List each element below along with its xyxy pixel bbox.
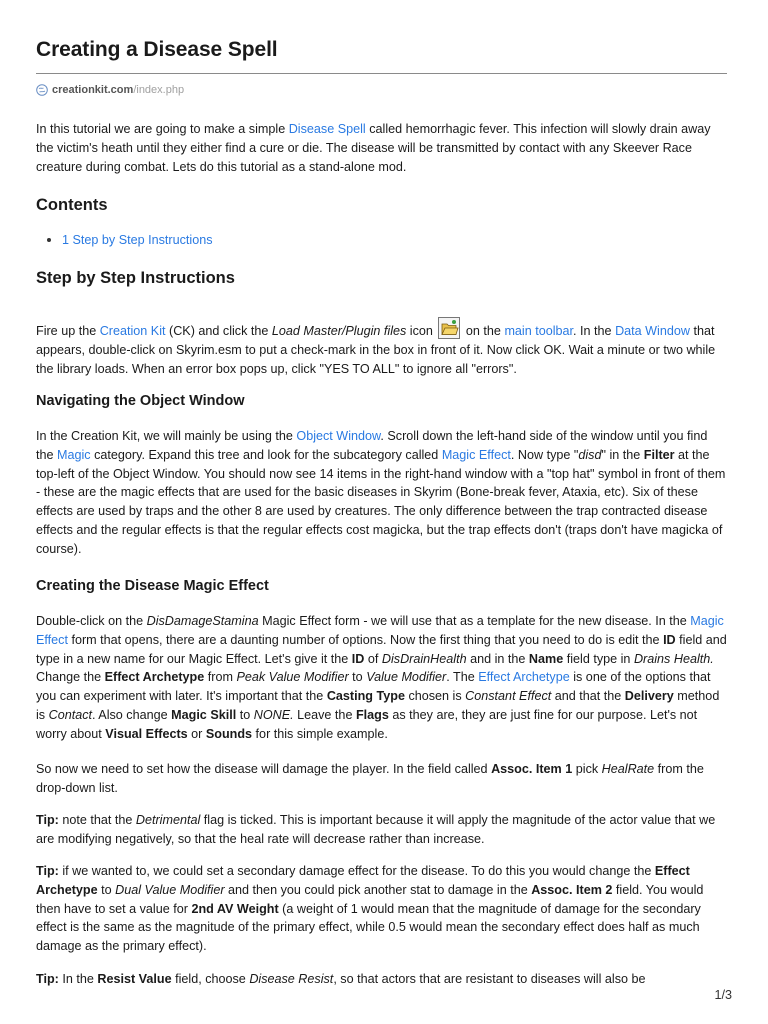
title-divider — [36, 73, 727, 74]
magic-effect-form-link[interactable]: Magic Effect — [36, 614, 724, 647]
effect-archetype-link[interactable]: Effect Archetype — [478, 670, 570, 685]
section-heading-step-by-step: Step by Step Instructions — [36, 269, 235, 287]
object-window-link[interactable]: Object Window — [296, 429, 381, 443]
tip-detrimental: Tip: note that the Detrimental flag is ticked. This is important because it will apply the magnitude of the actor value that we are modifying negatively, so that the heal rate will decrease rather than increase. — [36, 813, 716, 846]
disease-spell-link[interactable]: Disease Spell — [288, 122, 366, 136]
toc-link-step-by-step[interactable]: 1 Step by Step Instructions — [62, 233, 213, 247]
section-heading-navigating: Navigating the Object Window — [36, 393, 245, 409]
step-paragraph: Fire up the Creation Kit (CK) and click the Load Master/Plugin files icon on the main toolbar. In the Data Window that appears, double-click on Skyrim.esm to put a check-mark in the box in front of it. Now click OK. Wait a minute or two while the library loads. When an error box pops up, click "YES TO ALL" to ignore all "errors". — [36, 317, 727, 378]
page-number: 1/3 — [714, 988, 732, 1002]
contents-heading: Contents — [36, 196, 108, 214]
main-toolbar-link[interactable]: main toolbar — [504, 324, 574, 338]
page-title: Creating a Disease Spell — [36, 38, 278, 61]
creation-kit-link[interactable]: Creation Kit — [99, 324, 166, 338]
load-files-icon — [438, 317, 460, 339]
tip-secondary-damage: Tip: if we wanted to, we could set a secondary damage effect for the disease. To do this you would change the Effect Archetype to Dual Value Modifier and then you could pick another stat to damage in the Assoc. Item 2 field. You would then have to set a value for 2nd AV Weight (a weight of 1 would mean that the magnitude of damage for the secondary effect is the same as the magnitude of the primary effect, while 0.5 would mean the secondary effect does half as much damage as the primary effect). — [36, 864, 704, 954]
data-window-link[interactable]: Data Window — [615, 324, 690, 338]
section-heading-creating-effect: Creating the Disease Magic Effect — [36, 578, 269, 594]
globe-icon — [36, 84, 48, 96]
tip-resist-value: Tip: In the Resist Value field, choose Disease Resist, so that actors that are resistant to diseases will also be — [36, 972, 646, 986]
toc-item[interactable] — [36, 231, 213, 249]
source-line[interactable] — [36, 84, 184, 96]
magic-link[interactable]: Magic — [57, 447, 91, 462]
creating-effect-paragraph: Double-click on the DisDamageStamina Magic Effect form - we will use that as a template for the new disease. In the Magic Effect form that opens, there are a daunting number of options. Now the first thing that you need to do is edit the ID field and type in a new name for our Magic Effect. Let's give it the ID of DisDrainHealth and in the Name field type in Drains Health. Change the Effect Archetype from Peak Value Modifier to Value Modifier. The Effect Archetype is one of the options that you can experiment with later. It's important that the Casting Type chosen is Constant Effect and that the Delivery method is Contact. Also change Magic Skill to NONE. Leave the Flags as they are, they are just fine for our purpose. Let's not worry about Visual Effects or Sounds for this simple example. — [36, 614, 727, 741]
source-host[interactable]: creationkit.com — [52, 84, 134, 96]
navigating-paragraph: In the Creation Kit, we will mainly be using the Object Window. Scroll down the left-hand side of the window until you find the Magic category. Expand this tree and look for the subcategory called Magic Effect. Now type "disd" in the Filter at the top-left of the Object Window. You should now see 14 items in the right-hand window with a "top hat" symbol in front of them - these are the magic effects that are used for the basic diseases in Skyrim (Bone-break fever, Ataxia, etc). Six of these effects are used by traps and the other 8 are used by creatures. The only difference between the trap contracted disease effects and the regular effects is that the regular effects cost magicka, but the trap effects don't (traps don't have magicka of course). — [36, 429, 726, 556]
damage-paragraph: So now we need to set how the disease will damage the player. In the field called Assoc. Item 1 pick HealRate from the drop-down list. — [36, 762, 704, 795]
intro-paragraph: In this tutorial we are going to make a simple Disease Spell called hemorrhagic fever. This infection will slowly drain away the victim's heath until they either find a cure or die. The disease will be transmitted by contact with any Skeever Race creature during combat. Lets do this tutorial as a stand-alone mod. — [36, 122, 711, 174]
source-path[interactable]: /index.php — [133, 84, 185, 96]
magic-effect-link[interactable]: Magic Effect — [441, 447, 511, 462]
contents-list — [36, 231, 213, 249]
